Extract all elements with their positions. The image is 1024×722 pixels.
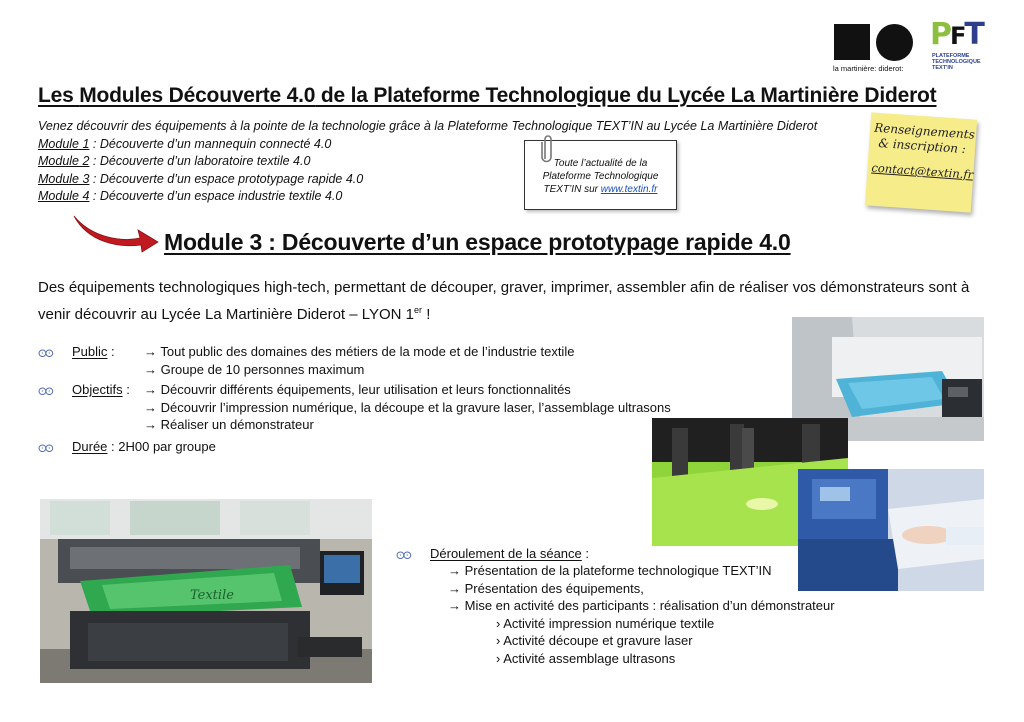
printer-banner-text: Textile xyxy=(190,588,234,603)
contact-sticky-note: Renseignements & inscription : contact@textin.fr xyxy=(865,112,977,212)
pft-logo-subtitle: PLATEFORME TECHNOLOGIQUE TEXT'IN xyxy=(932,53,981,71)
double-ring-bullet-icon: ⵙⵙ xyxy=(38,444,52,455)
list-item: → Présentation de la plateforme technologique TEXT’IN xyxy=(448,563,772,578)
list-item: → Présentation des équipements, xyxy=(448,580,644,596)
la-martiniere-diderot-logo xyxy=(832,24,916,74)
list-item: → Découvrir différents équipements, leur utilisation et leurs fonctionnalités xyxy=(144,382,571,397)
module-list-item: Module 1 : Découverte d’un mannequin connecté 4.0 xyxy=(38,136,332,151)
list-item: → Groupe de 10 personnes maximum xyxy=(144,361,365,377)
list-item: → Tout public des domaines des métiers de la mode et de l’industrie textile xyxy=(144,344,575,359)
list-item: → Mise en activité des participants : réalisation d’un démonstrateur xyxy=(448,598,835,613)
intro-lead: Venez découvrir des équipements à la pointe de la technologie grâce à la Plateforme Technologique TEXT’IN au Lycée La Martinière Diderot xyxy=(38,119,818,133)
black-circle-shape xyxy=(876,24,913,61)
uv-printer-photo xyxy=(40,499,372,683)
double-ring-bullet-icon: ⵙⵙ xyxy=(38,349,52,360)
sub-list-item: › Activité impression numérique textile xyxy=(496,615,715,631)
module-title: Module 3 : Découverte d’un espace prototypage rapide 4.0 xyxy=(164,229,791,255)
module-list-item: Module 3 : Découverte d’un espace prototypage rapide 4.0 xyxy=(38,171,364,186)
module-description: Des équipements technologiques high-tech, permettant de découper, graver, imprimer, assembler afin de réaliser vos démonstrateurs sont à venir découvrir au Lycée La Martinière Diderot – LYON 1er ! xyxy=(38,279,970,323)
list-item: → Réaliser un démonstrateur xyxy=(144,417,314,432)
textin-website-link[interactable]: www.textin.fr xyxy=(600,184,658,195)
black-square-shape xyxy=(834,24,870,60)
module-list-item: Module 4 : Découverte d’un espace industrie textile 4.0 xyxy=(38,189,343,203)
red-curved-arrow-icon xyxy=(70,208,160,254)
lm-logo-text: la martinière: diderot: xyxy=(833,64,904,73)
sub-list-item: › Activité assemblage ultrasons xyxy=(496,650,676,666)
page-title: Les Modules Découverte 4.0 de la Plateforme Technologique du Lycée La Martinière Diderot xyxy=(38,84,937,107)
double-ring-bullet-icon: ⵙⵙ xyxy=(396,551,410,562)
pft-logo xyxy=(930,17,992,76)
sub-list-item: › Activité découpe et gravure laser xyxy=(496,633,693,648)
double-ring-bullet-icon: ⵙⵙ xyxy=(38,387,52,398)
pft-logo-mark: PFT xyxy=(930,17,983,52)
intro-block xyxy=(38,118,838,206)
news-note-box: Toute l’actualité de la Plateforme Technologique TEXT’IN sur www.textin.fr xyxy=(524,140,677,210)
paperclip-icon xyxy=(541,133,555,165)
contact-email-link[interactable]: contact@textin.fr xyxy=(871,160,974,182)
list-item: → Découvrir l’impression numérique, la découpe et la gravure laser, l’assemblage ultrasons xyxy=(144,399,671,415)
module-list-item: Module 2 : Découverte d’un laboratoire textile 4.0 xyxy=(38,154,311,168)
